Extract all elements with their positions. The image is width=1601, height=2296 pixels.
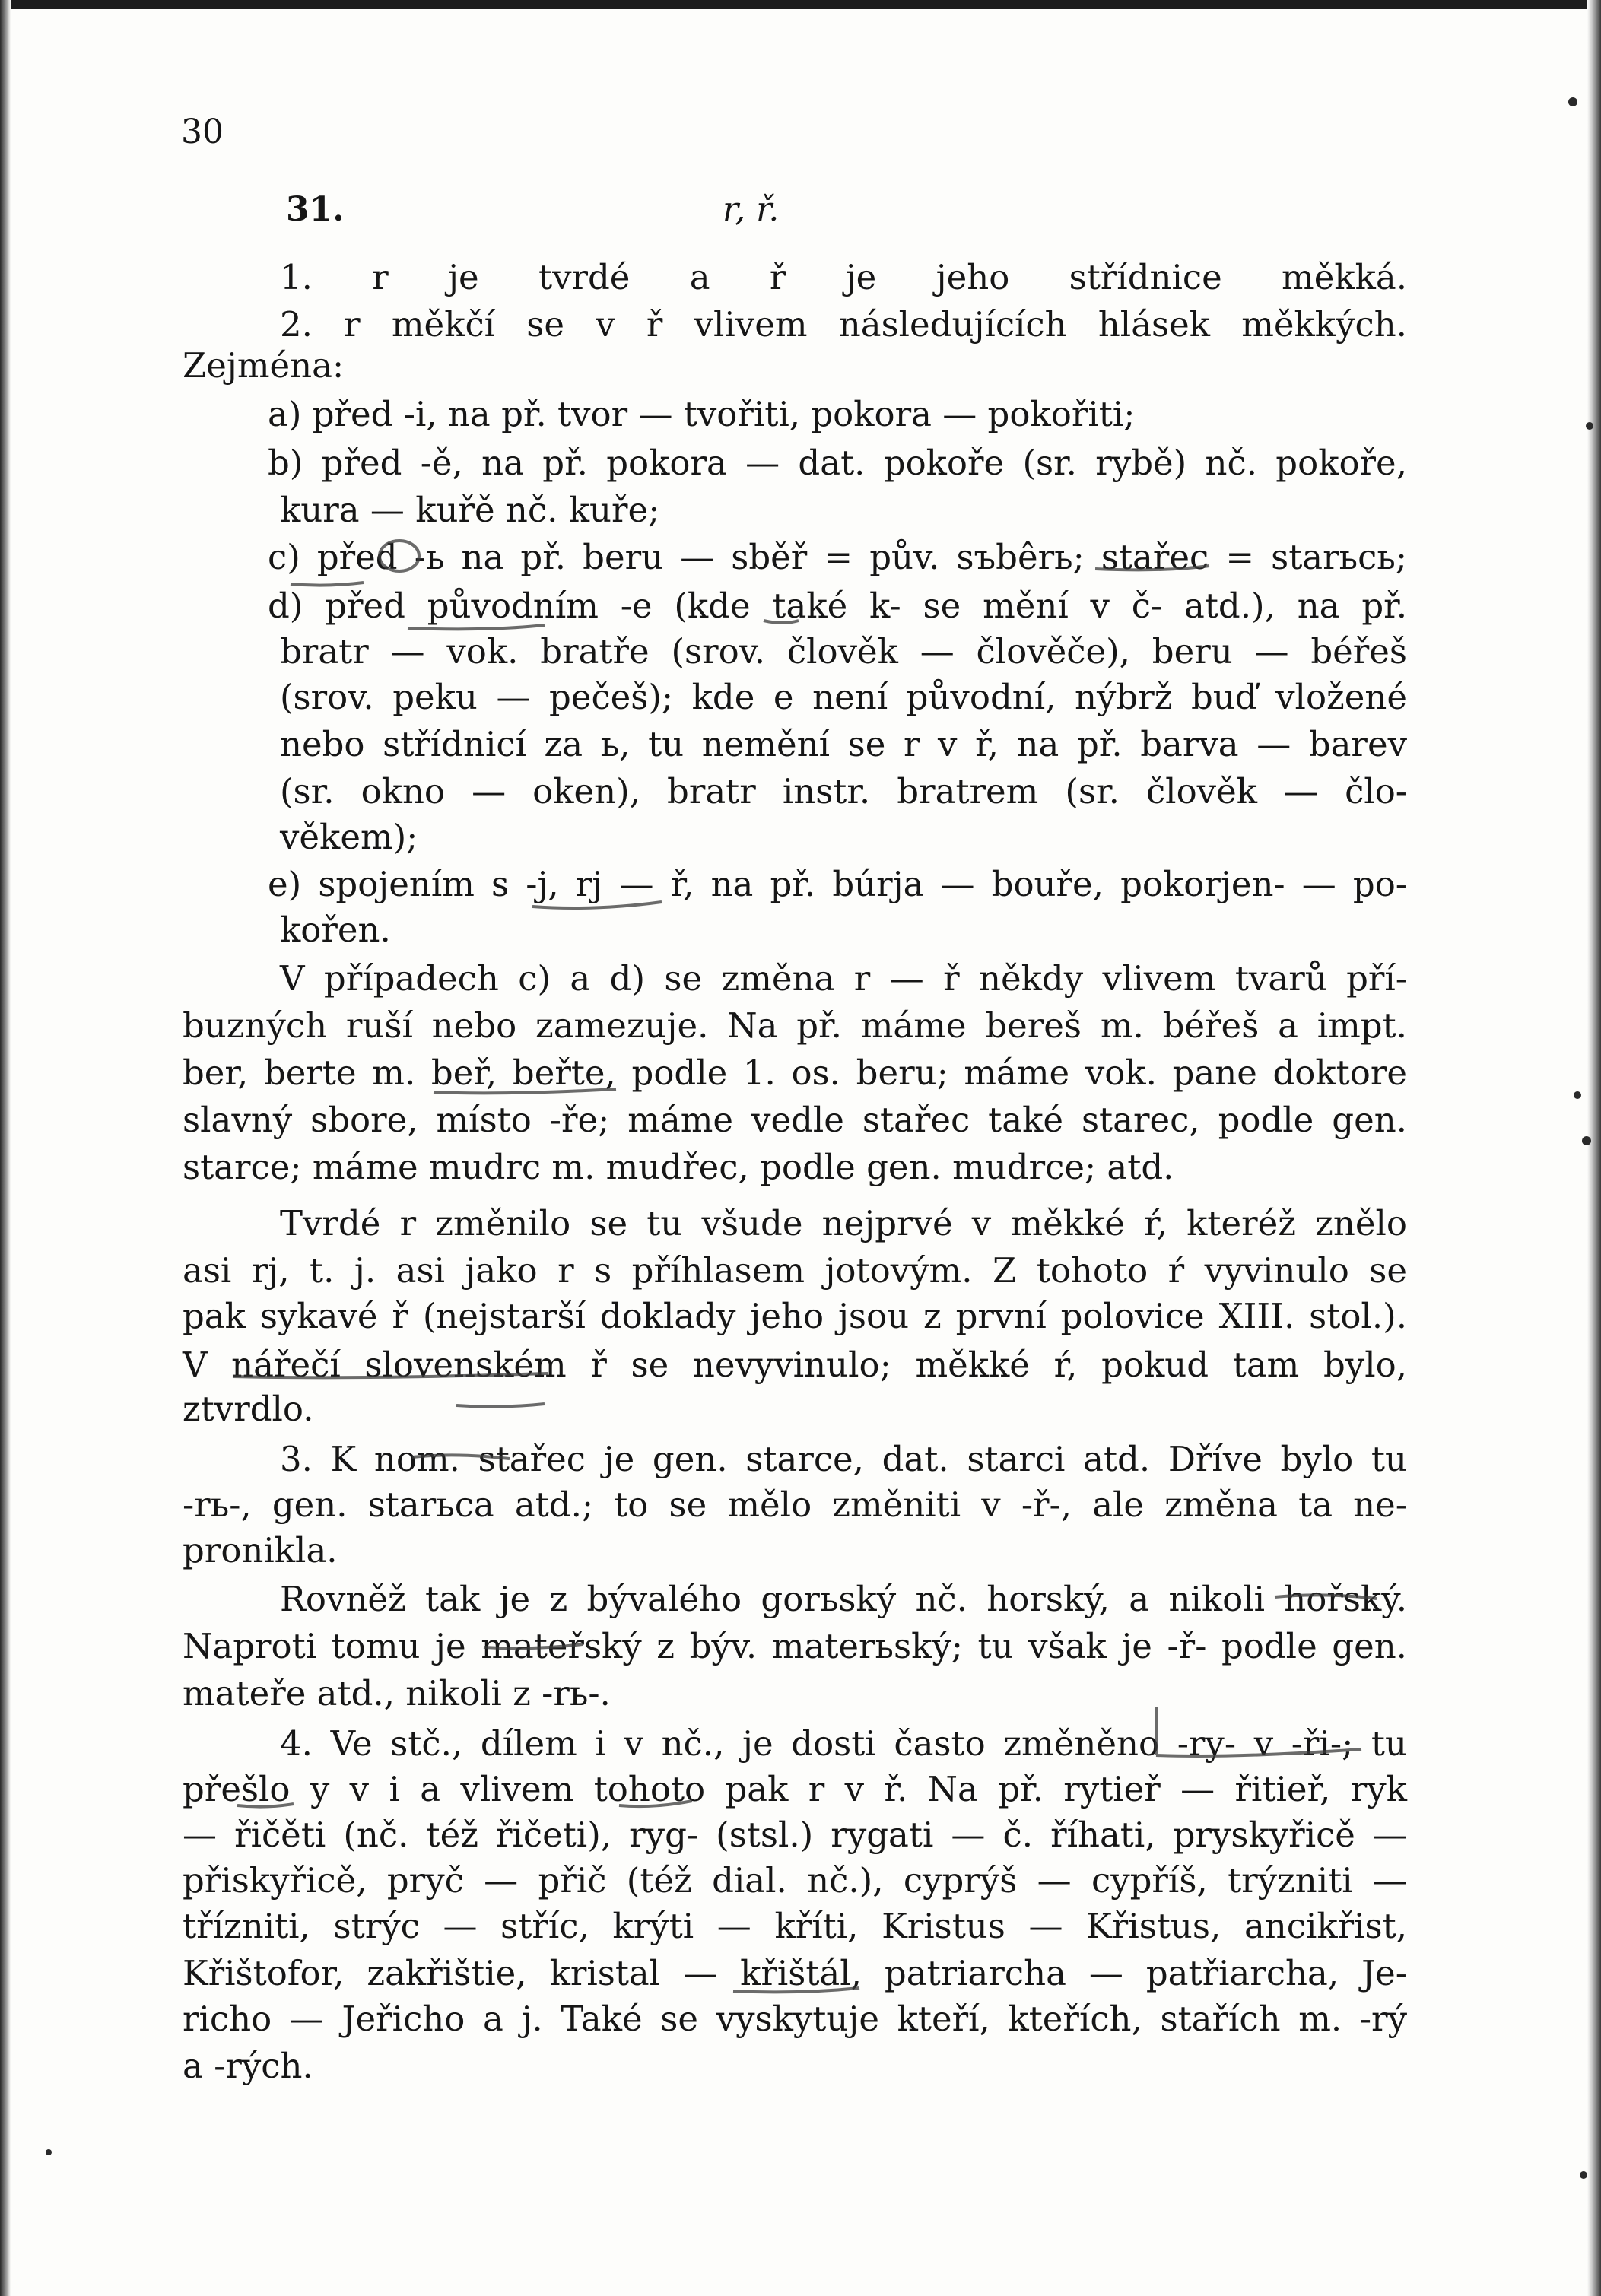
scan-left-edge (0, 0, 11, 2296)
text-line: bratr — vok. bratře (srov. člověk — člověče), beru — béřeš (280, 631, 1407, 672)
section-number: 31. (286, 190, 345, 229)
text-line: pronikla. (183, 1530, 338, 1570)
text-line: starce; máme mudrc m. mudřec, podle gen. mudrce; atd. (183, 1147, 1174, 1187)
text-line: e) spojením s -j, rj — ř, na př. búrja — bouře, pokorjen- — po- (268, 864, 1407, 904)
text-line: Tvrdé r změnilo se tu všude nejprvé v měkké ŕ, kteréž znělo (280, 1203, 1407, 1243)
text-line: a -rých. (183, 2046, 313, 2086)
text-line: Zejména: (183, 345, 345, 386)
text-line: 1. r je tvrdé a ř je jeho střídnice měkká. (280, 257, 1407, 297)
text-line: c) před -ь na př. beru — sběř = pův. sъbêrь; stařec = starьcь; (268, 537, 1407, 577)
page-number: 30 (181, 113, 224, 151)
text-line: richo — Jeřicho a j. Také se vyskytuje kteří, kteřích, stařích m. -rý (183, 1999, 1407, 2039)
text-line: 4. Ve stč., dílem i v nč., je dosti často změněno -ry- v -ři-; tu (280, 1723, 1407, 1764)
text-line: mateře atd., nikoli z -rь-. (183, 1673, 611, 1713)
text-line: 2. r měkčí se v ř vlivem následujících hlásek měkkých. (280, 304, 1407, 345)
section-title: r, ř. (723, 190, 780, 229)
text-line: b) před -ě, na př. pokora — dat. pokoře (sr. rybě) nč. pokoře, (268, 443, 1407, 483)
text-line: d) před původním -e (kde také k- se mění v č- atd.), na př. (268, 586, 1407, 626)
text-line: V případech c) a d) se změna r — ř někdy vlivem tvarů pří- (280, 958, 1407, 999)
scan-top-edge (0, 0, 1601, 9)
text-line: Naproti tomu je mateřský z býv. materьský; tu však je -ř- podle gen. (183, 1626, 1407, 1666)
text-line: ztvrdlo. (183, 1389, 314, 1429)
text-line: (sr. okno — oken), bratr instr. bratrem (sr. člověk — člo- (280, 771, 1407, 811)
text-line: pak sykavé ř (nejstarší doklady jeho jsou z první polovice XIII. stol.). (183, 1296, 1407, 1336)
text-line: -rь-, gen. starьca atd.; to se mělo změniti v -ř-, ale změna ta ne- (183, 1485, 1407, 1525)
text-line: kořen. (280, 910, 391, 950)
text-line: věkem); (280, 817, 418, 857)
text-line: přešlo y v i a vlivem tohoto pak r v ř. Na př. rytieř — řitieř, ryk (183, 1769, 1407, 1809)
text-line: slavný sbore, místo -ře; máme vedle stařec také starec, podle gen. (183, 1100, 1407, 1140)
text-line: — řičěti (nč. též řičeti), ryg- (stsl.) rygati — č. říhati, pryskyřicě — (183, 1815, 1407, 1855)
text-line: (srov. peku — pečeš); kde e není původní, nýbrž buď vložené (280, 677, 1407, 717)
scan-right-edge (1587, 0, 1601, 2296)
text-line: nebo střídnicí za ь, tu nemění se r v ř, na př. barva — barev (280, 724, 1407, 764)
text-line: ber, berte m. beř, beřte, podle 1. os. beru; máme vok. pane doktore (183, 1053, 1407, 1093)
text-line: Křištofor, zakřištie, kristal — křištál, patriarcha — patřiarcha, Je- (183, 1953, 1407, 1993)
text-line: buzných ruší nebo zamezuje. Na př. máme bereš m. béřeš a impt. (183, 1005, 1407, 1046)
text-line: a) před -i, na př. tvor — tvořiti, pokora — pokořiti; (268, 394, 1136, 434)
text-line: V nářečí slovenském ř se nevyvinulo; měkké ŕ, pokud tam bylo, (183, 1345, 1407, 1385)
text-line: 3. K nom. stařec je gen. starce, dat. starci atd. Dříve bylo tu (280, 1439, 1407, 1479)
text-line: kura — kuřě nč. kuře; (280, 490, 660, 530)
text-line: Rovněž tak je z bývalého gorьský nč. horský, a nikoli hořský. (280, 1579, 1407, 1619)
text-line: přiskyřicě, pryč — přič (též dial. nč.), cyprýš — cypříš, trýzniti — (183, 1860, 1407, 1901)
text-line: třízniti, strýc — stříc, krýti — kříti, Kristus — Křistus, ancikřist, (183, 1906, 1407, 1946)
text-line: asi rj, t. j. asi jako r s příhlasem jotovým. Z tohoto ŕ vyvinulo se (183, 1250, 1407, 1291)
